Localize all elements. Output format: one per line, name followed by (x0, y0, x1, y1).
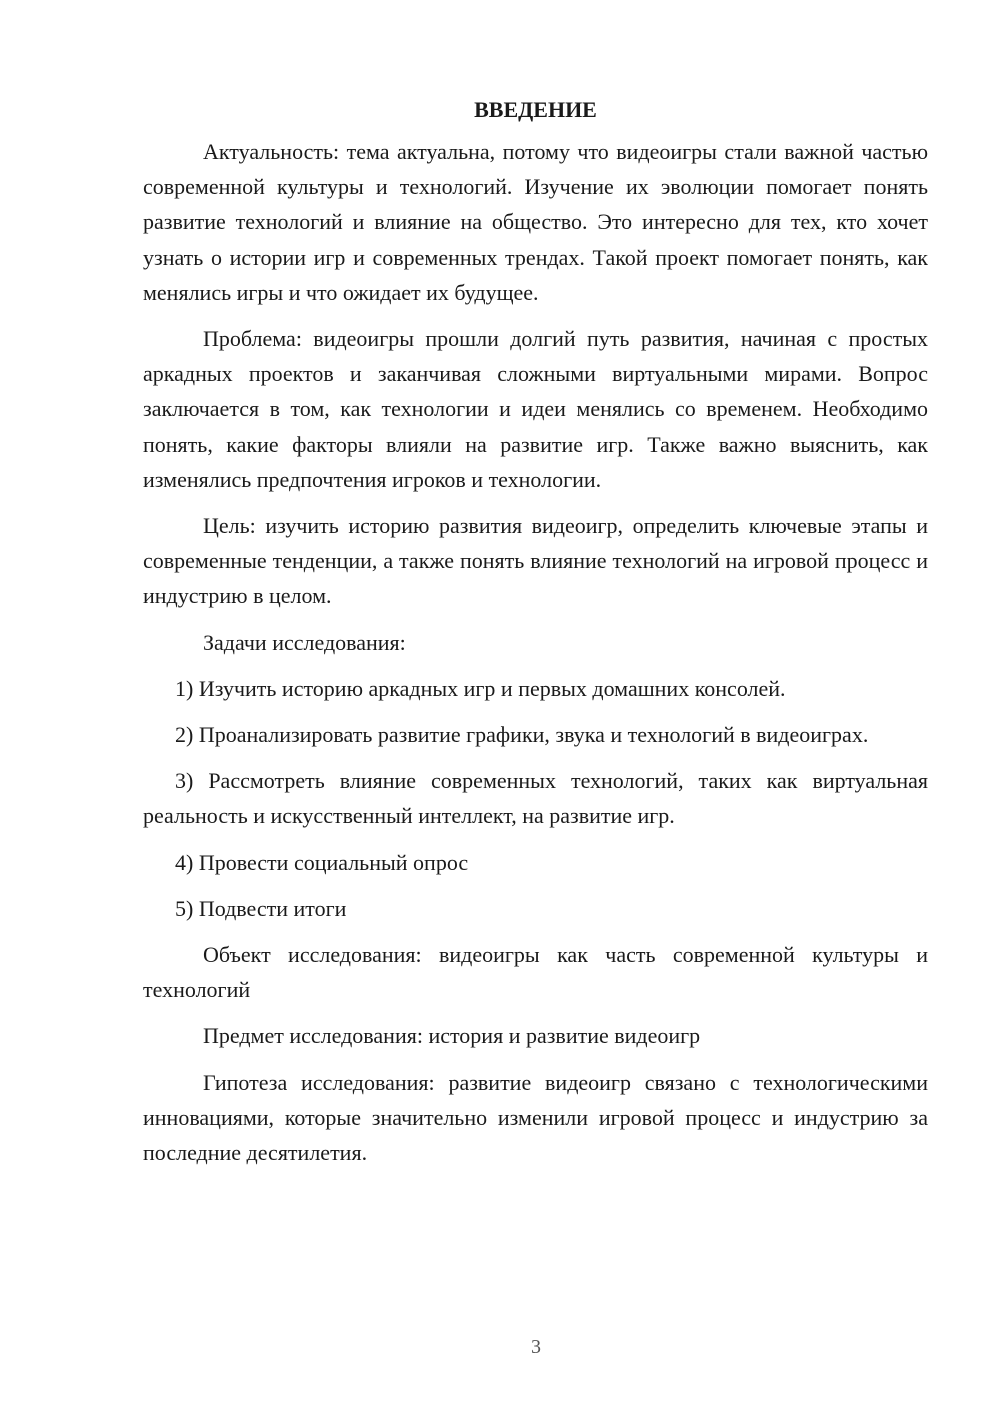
task-item: 1) Изучить историю аркадных игр и первых домашних консолей. (175, 675, 786, 701)
paragraph-hypothesis: Гипотеза исследования: развитие видеоигр связано с технологическими инновациями, которые значительно изменили игровой процесс и индустрию за последние десятилетия. (143, 1069, 928, 1166)
paragraph-subject: Предмет исследования: история и развитие видеоигр (203, 1023, 701, 1049)
task-item: 2) Проанализировать развитие графики, звука и технологий в видеоиграх. (175, 722, 869, 748)
paragraph-goal: Цель: изучить историю развития видеоигр, определить ключевые этапы и современные тенденции, а также понять влияние технологий на игровой процесс и индустрию в целом. (143, 513, 928, 609)
paragraph-problem: Проблема: видеоигры прошли долгий путь развития, начиная с простых аркадных проектов и заканчивая сложными виртуальными мирами. Вопрос заключается в том, как технологии и идеи менялись со временем. Необходимо понять, какие факторы влияли на развитие игр. Также важно выяснить, как изменялись предпочтения игроков и технологии. (143, 326, 928, 492)
task-item: 5) Подвести итоги (175, 895, 347, 921)
tasks-heading: Задачи исследования: (203, 629, 406, 655)
paragraph-object: Объект исследования: видеоигры как часть современной культуры и технологий (143, 942, 928, 1003)
page-number: 3 (531, 1336, 541, 1358)
task-item: 4) Провести социальный опрос (175, 849, 469, 875)
paragraph-relevance: Актуальность: тема актуальна, потому что видеоигры стали важной частью современной культуры и технологий. Изучение их эволюции помогает понять развитие технологий и влияние на общество. Это интересно для тех, кто хочет узнать о истории игр и современных трендах. Такой проект помогает понять, как менялись игры и что ожидает их будущее. (143, 139, 928, 305)
task-item: 3) Рассмотреть влияние современных технологий, таких как виртуальная реальность и искусственный интеллект, на развитие игр. (143, 768, 928, 829)
page-title: ВВЕДЕНИЕ (474, 97, 597, 122)
document-page (143, 96, 928, 1181)
